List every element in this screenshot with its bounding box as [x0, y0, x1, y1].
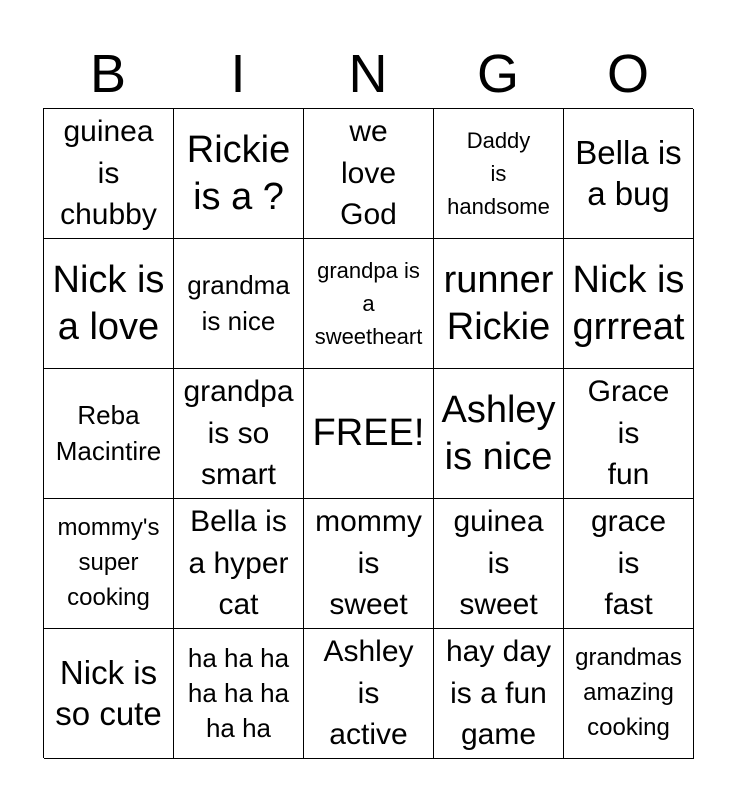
header-letter-g: G	[476, 44, 519, 104]
bingo-cell[interactable]: Reba Macintire	[44, 369, 174, 499]
bingo-cell[interactable]: hay day is a fun game	[434, 629, 564, 759]
bingo-cell[interactable]: guinea is chubby	[44, 109, 174, 239]
bingo-cell[interactable]: grace is fast	[564, 499, 694, 629]
bingo-cell[interactable]: runner Rickie	[434, 239, 564, 369]
bingo-header	[43, 40, 693, 108]
bingo-cell[interactable]: we love God	[304, 109, 434, 239]
bingo-cell[interactable]: ha ha ha ha ha ha ha ha	[174, 629, 304, 759]
bingo-cell[interactable]: grandpa is so smart	[174, 369, 304, 499]
header-letter-o: O	[606, 44, 649, 104]
bingo-cell[interactable]: mommy is sweet	[304, 499, 434, 629]
header-letter-i: I	[230, 44, 246, 104]
bingo-cell[interactable]: Bella is a bug	[564, 109, 694, 239]
bingo-cell[interactable]: grandma is nice	[174, 239, 304, 369]
bingo-cell[interactable]: Rickie is a ?	[174, 109, 304, 239]
bingo-cell-free[interactable]: FREE!	[304, 369, 434, 499]
bingo-cell[interactable]: grandpa is a sweetheart	[304, 239, 434, 369]
bingo-cell[interactable]: Nick is a love	[44, 239, 174, 369]
bingo-cell[interactable]: Ashley is nice	[434, 369, 564, 499]
bingo-cell[interactable]: Daddy is handsome	[434, 109, 564, 239]
bingo-cell[interactable]: mommy's super cooking	[44, 499, 174, 629]
bingo-cell[interactable]: grandmas amazing cooking	[564, 629, 694, 759]
bingo-card-grid	[43, 108, 693, 758]
bingo-cell[interactable]: Grace is fun	[564, 369, 694, 499]
bingo-cell[interactable]: Bella is a hyper cat	[174, 499, 304, 629]
bingo-cell[interactable]: Nick is grrreat	[564, 239, 694, 369]
header-letter-n: N	[348, 44, 388, 104]
bingo-cell[interactable]: Nick is so cute	[44, 629, 174, 759]
bingo-cell[interactable]: Ashley is active	[304, 629, 434, 759]
header-letter-b: B	[89, 44, 127, 104]
bingo-cell[interactable]: guinea is sweet	[434, 499, 564, 629]
